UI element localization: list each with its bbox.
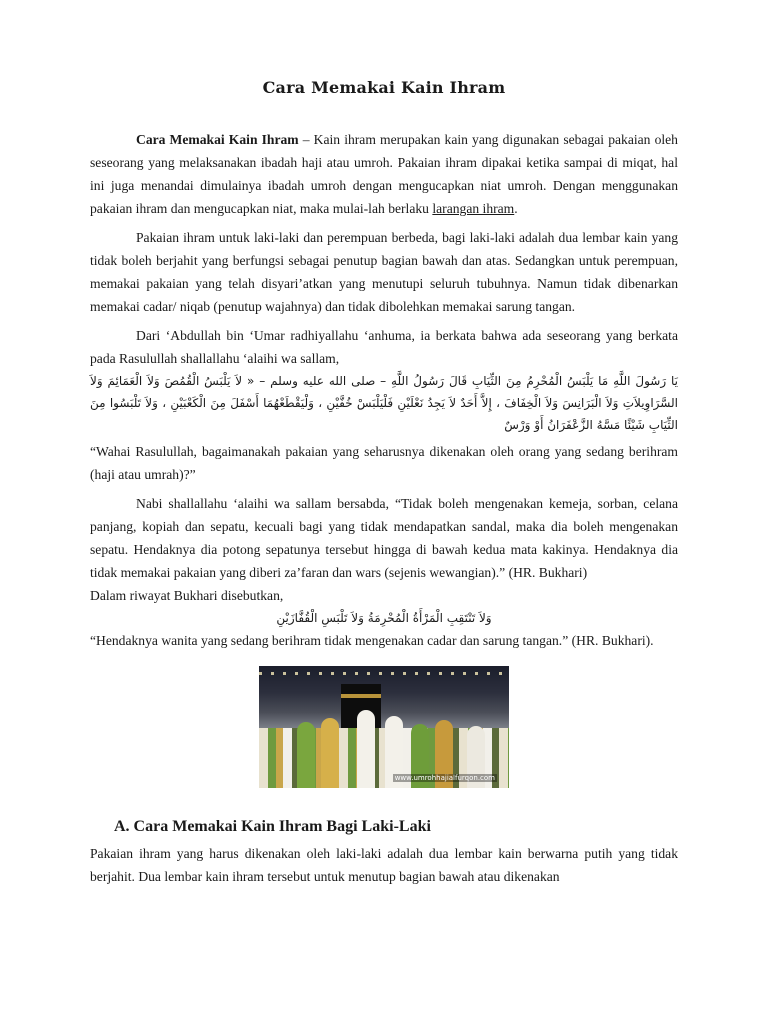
photo-watermark: www.umrohhajialfurqon.com <box>394 774 495 782</box>
paragraph-riwayat: Dalam riwayat Bukhari disebutkan, <box>90 588 284 603</box>
section-heading: A. Cara Memakai Kain Ihram Bagi Laki-Laki <box>114 818 431 835</box>
document-body <box>90 128 678 888</box>
pilgrims-photo <box>259 666 509 788</box>
intro-lead: Cara Memakai Kain Ihram <box>136 132 299 147</box>
photo-lights <box>259 672 509 675</box>
kaaba-band <box>341 694 381 698</box>
paragraph-difference: Pakaian ihram untuk laki-laki dan perempuan berbeda, bagi laki-laki adalah dua lembar kain yang tidak boleh berjahit yang berfungsi sebagai penutup bagian bawah dan atas. Sedangkan untuk perempuan, memakai pakaian yang telah disyari’atkan yang menutupi seluruh tubuhnya. Namun tidak dibenarkan memakai cadar/ niqab (penutup wajahnya) dan tidak dibolehkan memakai sarung tangan. <box>90 230 678 314</box>
page-title: Cara Memakai Kain Ihram <box>262 78 506 97</box>
larangan-ihram-link[interactable]: larangan ihram <box>432 201 515 216</box>
pilgrim-figure <box>321 718 339 788</box>
arabic-hadith-2: وَلاَ تَنْتَقِبِ الْمَرْأَةُ الْمُحْرِمَةُ وَلاَ تَلْبَسِ الْقُفَّازَيْنِ <box>276 611 492 625</box>
paragraph-narration: Dari ‘Abdullah bin ‘Umar radhiyallahu ‘anhuma, ia berkata bahwa ada seseorang yang berkata pada Rasulullah shallallahu ‘alaihi wa sallam, <box>90 328 678 366</box>
pilgrim-figure <box>297 722 315 788</box>
arabic-hadith-1: يَا رَسُولَ اللَّهِ مَا يَلْبَسُ الْمُحْرِمُ مِنَ الثِّيَابِ قَالَ رَسُولُ اللَّهِ – صلى الله عليه وسلم – « لاَ يَلْبَسُ الْقُمُصَ وَلاَ الْعَمَائِمَ وَلاَ السَّرَاوِيلاَتِ وَلاَ الْبَرَانِسَ وَلاَ الْخِفَافَ ، إِلاَّ أَحَدٌ لاَ يَجِدُ نَعْلَيْنِ فَلْيَلْبَسْ خُفَّيْنِ ، وَلْيَقْطَعْهُمَا أَسْفَلَ مِنَ الْكَعْبَيْنِ ، وَلاَ تَلْبَسُوا مِنَ الثِّيَابِ شَيْئًا مَسَّهُ الزَّعْفَرَانُ أَوْ وَرْسٌ <box>90 374 678 432</box>
paragraph-men: Pakaian ihram yang harus dikenakan oleh laki-laki adalah dua lembar kain berwarna putih yang tidak berjahit. Dua lembar kain ihram tersebut untuk menutup bagian bawah atau dikenakan <box>90 846 678 884</box>
intro-end: . <box>514 201 518 216</box>
pilgrim-figure <box>357 710 375 788</box>
paragraph-question: “Wahai Rasulullah, bagaimanakah pakaian yang seharusnya dikenakan oleh orang yang sedang berihram (haji atau umrah)?” <box>90 444 678 482</box>
intro-paragraph <box>90 128 678 220</box>
intro-text: – Kain ihram merupakan kain yang digunakan sebagai pakaian oleh seseorang yang melaksanakan ibadah haji atau umroh. Pakaian ihram dipakai ketika sampai di miqat, hal ini juga menandai dimulainya ibadah umroh dengan mengucapkan niat umroh. Dengan menggunakan pakaian ihram dan mengucapkan niat, maka mulai-lah berlaku <box>90 132 678 216</box>
paragraph-women: “Hendaknya wanita yang sedang berihram tidak mengenakan cadar dan sarung tangan.” (HR. Bukhari). <box>90 633 654 648</box>
paragraph-answer: Nabi shallallahu ‘alaihi wa sallam bersabda, “Tidak boleh mengenakan kemeja, sorban, celana panjang, kopiah dan sepatu, kecuali bagi yang tidak mendapatkan sandal, maka dia boleh mengenakan sepatu. Hendaknya dia potong sepatunya tersebut hingga di bawah kedua mata kakinya. Hendaknya dia tidak memakai pakaian yang diberi za’faran dan wars (sejenis wewangian).” (HR. Bukhari) <box>90 496 678 580</box>
